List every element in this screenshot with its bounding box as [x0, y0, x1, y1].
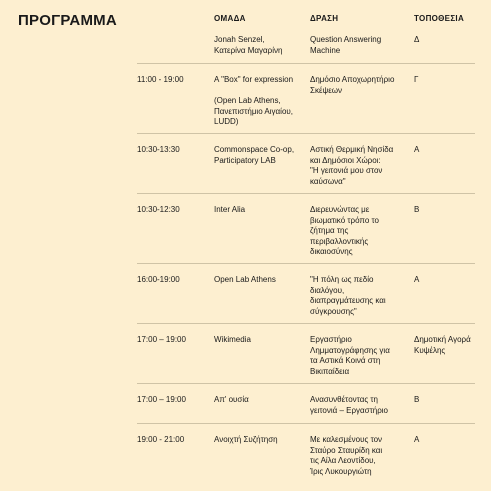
action-cell-line: Δημόσιο Αποχωρητήριο	[310, 75, 395, 84]
column-header-action: ΔΡΑΣΗ	[310, 14, 339, 23]
group-cell-line: Απ' ουσία	[214, 395, 249, 404]
action-cell-line: Σκέψεων	[310, 85, 343, 95]
group-note-line: (Open Lab Athens,	[214, 96, 281, 105]
action-cell-line: Machine	[310, 45, 341, 55]
column-header-place: ΤΟΠΟΘΕΣΙΑ	[414, 14, 465, 23]
group-note-line: LUDD)	[214, 117, 239, 126]
time-cell: 17:00 – 19:00	[137, 395, 186, 404]
action-cell-line: Εργαστήριο	[310, 335, 352, 344]
action-cell	[310, 335, 414, 377]
group-cell	[214, 35, 304, 56]
action-cell-line: ζήτημα της	[310, 226, 349, 235]
group-cell-line: Jonah Senzel,	[214, 35, 265, 44]
action-cell-line: γειτονιά – Εργαστήριο	[310, 405, 388, 415]
action-cell-line: Αστική Θερμική Νησίδα	[310, 145, 394, 154]
group-cell	[214, 205, 304, 216]
action-cell-line: Σταύρο Σταυρίδη και	[310, 445, 383, 455]
action-cell	[310, 275, 414, 317]
action-cell	[310, 205, 414, 258]
action-cell-line: περιβαλλοντικής	[310, 236, 369, 246]
schedule-row	[137, 275, 475, 324]
page-title: ΠΡΟΓΡΑΜΜΑ	[18, 12, 117, 29]
action-cell	[310, 35, 414, 56]
place-cell	[414, 205, 476, 216]
time-cell: 11:00 - 19:00	[137, 75, 184, 84]
schedule-row	[137, 75, 475, 134]
action-cell-line: Βικιπαίδεια	[310, 366, 350, 376]
schedule-row	[137, 35, 475, 64]
place-cell-line: Β	[414, 395, 420, 404]
action-cell-line: καύσωνα"	[310, 176, 346, 186]
place-cell	[414, 35, 476, 46]
group-cell	[214, 435, 304, 446]
action-cell-line: διαλόγου,	[310, 285, 345, 295]
place-cell-line: Α	[414, 145, 420, 154]
group-cell-line: Commonspace Co-op,	[214, 145, 295, 154]
schedule-row	[137, 145, 475, 194]
action-cell	[310, 395, 414, 416]
action-cell-line: Λημματογράφησης για	[310, 345, 390, 355]
action-cell	[310, 75, 414, 96]
time-cell: 10:30-13:30	[137, 145, 180, 154]
place-cell	[414, 395, 476, 406]
action-cell-line: σύγκρουσης"	[310, 306, 357, 316]
time-cell: 16:00-19:00	[137, 275, 180, 284]
action-cell-line: και Δημόσιοι Χώροι:	[310, 155, 381, 165]
group-cell-line: Ανοιχτή Συζήτηση	[214, 435, 278, 444]
action-cell-line: δικαιοσύνης	[310, 247, 353, 256]
action-cell-line: τα Αστικά Κοινά στη	[310, 356, 381, 365]
action-cell-line: διαπραγμάτευσης και	[310, 296, 386, 305]
group-cell-line: Inter Alia	[214, 205, 246, 214]
schedule-row	[137, 395, 475, 424]
group-cell-line: Open Lab Athens	[214, 275, 276, 284]
place-cell	[414, 335, 476, 356]
place-cell	[414, 435, 476, 446]
group-cell	[214, 335, 304, 346]
time-cell: 10:30-12:30	[137, 205, 180, 214]
schedule-row	[137, 205, 475, 264]
place-cell	[414, 275, 476, 286]
group-cell-line: Wikimedia	[214, 335, 251, 344]
action-cell-line: Ανασυνθέτοντας τη	[310, 395, 378, 404]
group-cell	[214, 395, 304, 406]
place-cell	[414, 75, 476, 86]
place-cell-line: Β	[414, 205, 420, 214]
group-cell-line: A "Box" for expression	[214, 75, 294, 84]
schedule-row	[137, 335, 475, 384]
action-cell	[310, 145, 414, 187]
action-cell-line: Question Answering	[310, 35, 382, 44]
time-cell: 19:00 - 21:00	[137, 435, 185, 444]
place-cell-line: Γ	[414, 75, 419, 84]
group-cell-line: Κατερίνα Μαγαρίνη	[214, 45, 283, 55]
action-cell	[310, 435, 414, 477]
action-cell-line: "Η πόλη ως πεδίο	[310, 275, 374, 284]
action-cell-line: Με καλεσμένους τον	[310, 435, 383, 444]
group-note-line: Πανεπιστήμιο Αιγαίου,	[214, 106, 293, 116]
place-cell	[414, 145, 476, 156]
action-cell-line: Ίρις Λυκουργιώτη	[310, 466, 372, 476]
group-cell	[214, 145, 304, 166]
column-header-group: ΟΜΑΔΑ	[214, 14, 246, 23]
group-cell	[214, 275, 304, 286]
group-cell	[214, 75, 304, 128]
action-cell-line: βιωματικό τρόπο το	[310, 215, 379, 225]
group-cell-line: Participatory LAB	[214, 155, 276, 165]
action-cell-line: "Η γειτονιά μου στον	[310, 166, 383, 175]
place-cell-line: Δ	[414, 35, 420, 44]
schedule-row	[137, 435, 475, 481]
action-cell-line: τις Αίλα Λεοντίδου,	[310, 456, 376, 465]
place-cell-line: Α	[414, 275, 420, 284]
place-cell-line: Κυψέλης	[414, 345, 446, 355]
place-cell-line: Α	[414, 435, 420, 444]
time-cell: 17:00 – 19:00	[137, 335, 186, 344]
action-cell-line: Διερευνώντας με	[310, 205, 370, 214]
place-cell-line: Δημοτική Αγορά	[414, 335, 471, 344]
